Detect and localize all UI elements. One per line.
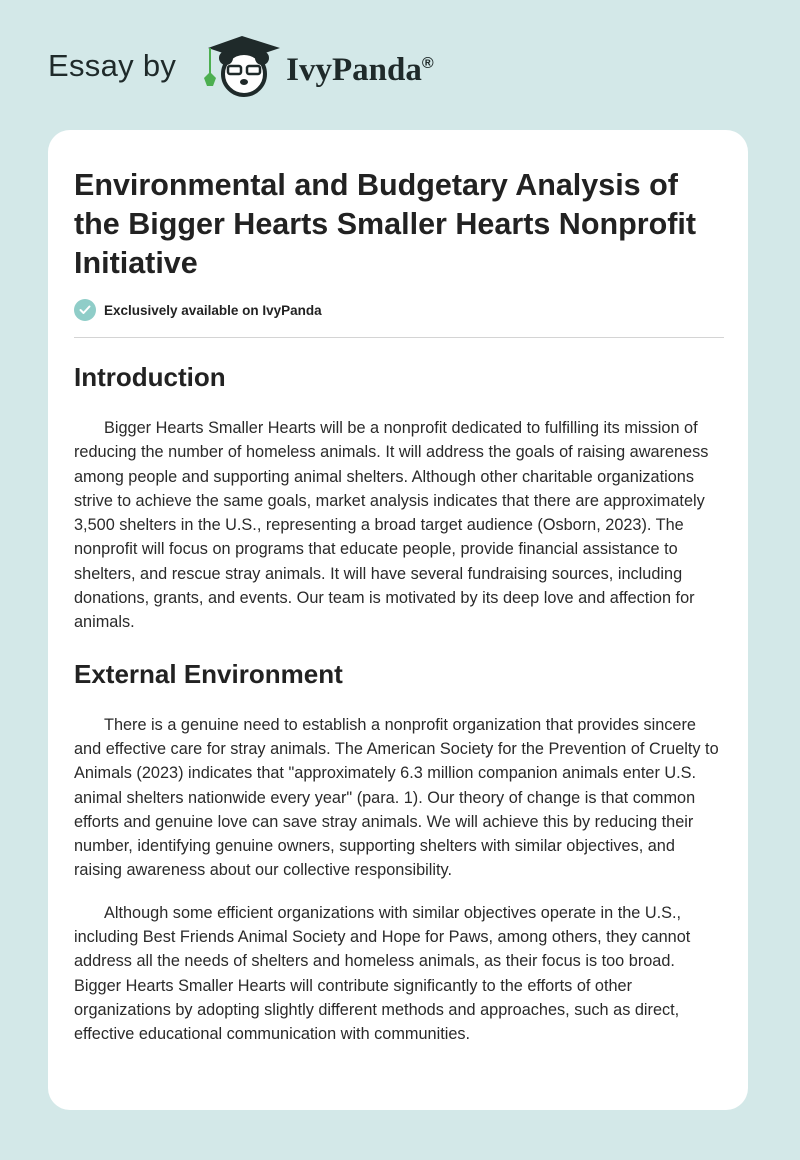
site-header bbox=[48, 36, 434, 96]
essay-card bbox=[48, 130, 748, 1110]
paragraph: There is a genuine need to establish a nonprofit organization that provides sincere and effective care for stray animals. The American Society for the Prevention of Cruelty to Animals (2023) indicates that "approximately 6.3 million companion animals enter U.S. animal shelters nationwide every year" (para. 1). Our theory of change is that common efforts and genuine love can save stray animals. We will achieve this by reducing their number, identifying genuine owners, supporting shelters with similar objectives, and raising awareness about our collective responsibility. bbox=[74, 715, 719, 880]
registered-mark: ® bbox=[421, 54, 434, 72]
paragraph: Although some efficient organizations with similar objectives operate in the U.S., including Best Friends Animal Society and Hope for Paws, among others, they cannot address all the needs of shelters and homeless animals, as their focus is too broad. Bigger Hearts Smaller Hearts will contribute significantly to the efforts of other organizations by adopting slightly different methods and approaches, such as direct, effective educational communication with communities. bbox=[74, 903, 691, 1044]
essay-by-label: Essay by bbox=[48, 48, 177, 83]
divider bbox=[74, 337, 724, 338]
brand-text: IvyPanda bbox=[286, 51, 422, 88]
section-heading-external-environment: External Environment bbox=[74, 658, 343, 689]
ivypanda-logo-icon[interactable] bbox=[198, 34, 282, 98]
check-icon bbox=[74, 299, 96, 321]
page-title: Environmental and Budgetary Analysis of the Bigger Hearts Smaller Hearts Nonprofit Initiative bbox=[74, 168, 697, 280]
section-heading-introduction: Introduction bbox=[74, 362, 226, 392]
paragraph: Bigger Hearts Smaller Hearts will be a nonprofit dedicated to fulfilling its mission of reducing the number of homeless animals. It will address the goals of raising awareness among people and supporting animal shelters. Although other charitable organizations strive to achieve the same goals, market analysis indicates that there are approximately 3,500 shelters in the U.S., representing a broad target audience (Osborn, 2023). The nonprofit will focus on programs that educate people, provide financial assistance to shelters, and rescue stray animals. It will have several fundraising sources, including donations, grants, and events. Our team is motivated by its deep love and affection for animals. bbox=[74, 419, 709, 632]
brand-name bbox=[286, 52, 434, 89]
exclusive-badge-text: Exclusively available on IvyPanda bbox=[104, 302, 322, 318]
exclusive-badge bbox=[74, 299, 724, 321]
